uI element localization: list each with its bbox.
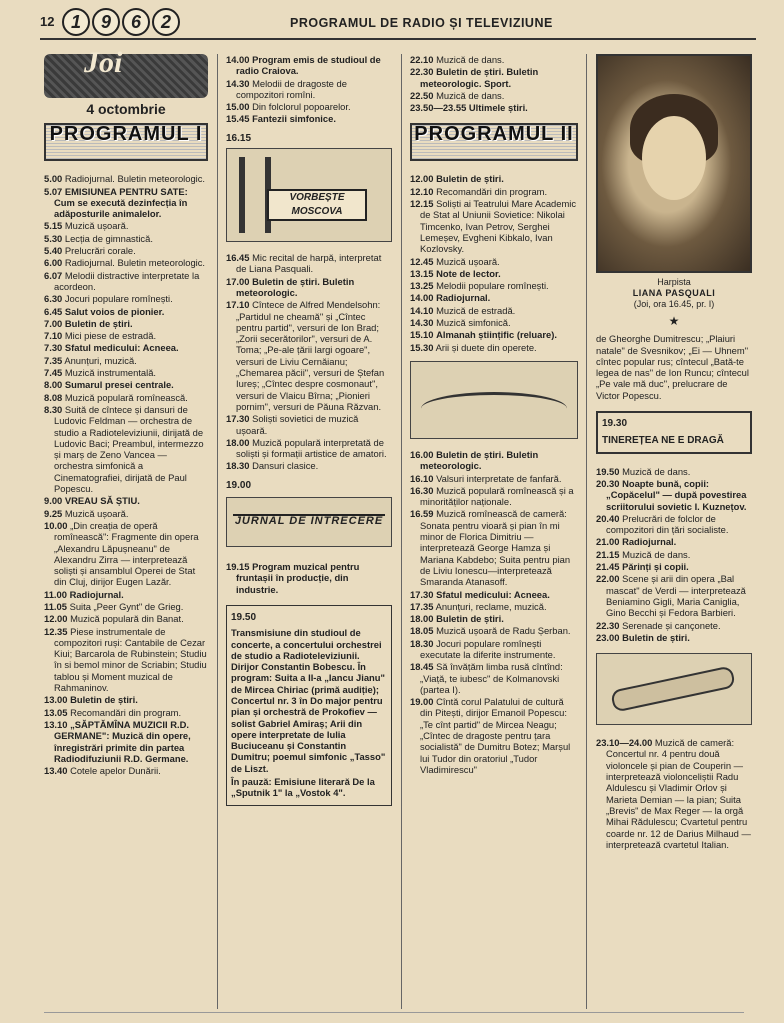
item-time: 12.00 [410,173,434,185]
caption-time: (Joi, ora 16.45, pr. I) [633,299,715,309]
item-text: Program emis de studioul de radio Craiova. [236,54,381,77]
schedule-item [410,613,578,624]
schedule-item [596,561,752,572]
schedule-item [44,508,208,519]
item-text: Melodii populare romînești. [436,280,549,292]
item-text: Buletin de știri. [64,317,133,329]
music-illustration [596,653,752,725]
schedule-item [410,449,578,472]
item-text: Muzică de dans. [436,89,505,101]
item-time: 10.00 [44,519,68,531]
item-time: 11.00 [44,588,67,600]
item-time: 8.08 [44,391,63,403]
concert-time: 19.50 [231,611,257,623]
item-time: 17.30 [226,413,250,425]
schedule-item [44,342,208,353]
program-banner [44,123,208,161]
item-text: Anunțuri, reclame, muzică. [435,600,547,612]
item-text: Piese instrumentale de compozitori ruși: Cantabile de Cezar Kiui; Barcarola de Rubinstein; Studiu în si bemol minor de Scriabin; Studiu tablou și Moment muzical de Rahmaninov. [54,625,207,694]
schedule-list [410,54,578,113]
item-time: 6.07 [44,269,63,281]
tineretea-title: TINEREȚEA NE E DRAGĂ [602,435,724,447]
schedule-item [596,478,752,512]
item-text: Dansuri clasice. [252,460,319,472]
moscow-time: 16.15 [226,132,252,144]
item-time: 14.00 [226,54,250,65]
page-number: 12 [40,14,55,29]
item-text: Prelucrări corale. [64,245,136,257]
column-divider [401,54,402,1009]
item-time: 22.30 [410,66,434,78]
item-text: Muzică populară din Banat. [70,613,184,625]
item-text: Mici piese de estradă. [64,330,157,342]
item-text: Muzică ușoară. [436,255,500,267]
schedule-item [226,54,392,77]
item-time: 6.30 [44,293,63,305]
item-text: Noapte bună, copii: „Copăcelul" — după povestirea scriitorului sovietic I. Kuznețov. [606,477,747,512]
moscow-label: VORBEȘTE MOSCOVA [267,189,367,221]
schedule-item [44,601,208,612]
item-time: 17.10 [226,299,250,311]
item-time: 16.00 [410,448,434,460]
column-1 [44,46,208,777]
schedule-item [410,173,578,184]
schedule-item [44,233,208,244]
item-text: Jocuri populare romînești executate la diferite instrumente. [420,637,556,660]
item-time: 12.45 [410,255,434,267]
item-time: 9.00 [44,495,63,507]
item-time: 16.10 [410,472,434,484]
item-time: 12.15 [410,198,434,210]
schedule-item [410,102,578,113]
schedule-list [226,561,392,595]
item-time: 22.10 [410,54,434,65]
item-text: Suită de cîntece și dansuri de Ludovic Feldman — orchestra de studio a Radioteleviziunii, dirijată de Ludovic Baci; Preambul, intermezzo și marș de Zeno Vancea — orchestra simfonică a Cinematografiei, dirijată de Paul Popescu. [54,403,204,495]
schedule-item [44,318,208,329]
item-time: 20.40 [596,512,620,524]
schedule-item [44,173,208,184]
schedule-item [410,198,578,254]
item-time: 19.00 [410,696,434,708]
item-time: 7.30 [44,342,63,354]
item-text: Muzică instrumentală. [64,367,157,379]
program-banner [410,123,578,161]
schedule-item [410,66,578,89]
item-text: Radiojurnal. Buletin meteorologic. [64,257,206,269]
item-time: 8.00 [44,379,63,391]
schedule-list [410,173,578,352]
item-time: 16.59 [410,508,434,520]
item-time: 13.25 [410,280,434,292]
item-time: 20.30 [596,477,620,489]
item-text: Muzică de cameră: Concertul nr. 4 pentru două violoncele și pian de Couperin — interpretează violonceliștii Radu Aldulescu și Vladimir Orlov și Marieta Demian — la pian; Suita „Brevis" de Max Reger — la orgă Mihai Rădulescu; Cvartetul pentru coarde nr. 12 de Darius Milhaud — interpretează cvartetul Italian. [606,737,751,850]
item-text: VREAU SĂ ȘTIU. [64,495,140,507]
item-text: Muzică de estradă. [436,304,516,316]
item-text: Muzică de dans. [622,465,691,477]
item-text: Muzică de dans. [436,54,505,65]
item-time: 6.00 [44,257,63,269]
schedule-list [596,466,752,643]
schedule-item [44,404,208,494]
item-time: 14.10 [410,304,434,316]
item-text: Buletin de știri. Buletin meteorologic. Sport. [420,66,539,89]
schedule-item [410,317,578,328]
schedule-item [226,252,392,275]
jurnal-time: 19.00 [226,479,252,491]
jurnal-label: JURNAL DE ÎNTRECERE [234,515,384,528]
schedule-item [44,626,208,694]
item-text: Buletin de știri. [436,173,504,185]
item-time: 7.45 [44,367,63,379]
item-time: 21.15 [596,548,620,560]
item-time: 17.00 [226,275,250,287]
item-text: Radiojurnal. [622,536,677,548]
item-text: Sumarul presei centrale. [64,379,174,391]
item-time: 21.45 [596,561,620,573]
schedule-item [226,460,392,471]
item-time: 5.07 [44,185,63,197]
concert-pause: În pauză: Emisiune literară De la „Sputnik 1" la „Vostok 4". [231,776,375,799]
page-title: PROGRAMUL DE RADIO ȘI TELEVIZIUNE [290,16,553,30]
item-text: Muzică romînească de cameră: Sonata pentru vioară și pian în mi minor de Florica Dimitriu — interpretează George Hamza și Mariana Kabdebo; Suita pentru pian de Liviu Ionescu—interpretează Smaranda Atanasoff. [420,508,571,588]
schedule-item [410,268,578,279]
item-text: Muzică ușoară. [64,507,129,519]
item-time: 6.45 [44,305,63,317]
schedule-item [44,495,208,506]
item-text: Sfatul medicului: Acneea. [64,342,179,354]
page-header [40,8,756,40]
item-time: 16.45 [226,252,250,264]
item-time: 13.40 [44,765,68,777]
item-text: Muzică ușoară. [64,220,129,232]
schedule-item [44,719,208,764]
item-time: 18.00 [410,613,434,625]
item-text: Recomandări din program. [436,185,548,197]
item-text: Buletin de știri. [622,631,690,643]
item-time: 15.45 [226,113,250,125]
schedule-item [44,270,208,293]
item-time: 9.25 [44,507,63,519]
item-time: 11.05 [44,600,67,612]
column-divider [217,54,218,1009]
caption-name: LIANA PASQUALI [632,288,716,298]
schedule-item [410,601,578,612]
jurnal-illustration [226,497,392,547]
item-time: 23.50—23.55 [410,102,467,114]
item-text: Radiojurnal. Buletin meteorologic. [64,173,206,185]
schedule-item [410,305,578,316]
item-text: Anunțuri, muzică. [64,354,137,366]
schedule-item [410,625,578,636]
item-text: Note de lector. [436,267,501,279]
item-text: Radiojurnal. [69,588,124,600]
schedule-item [410,90,578,101]
tineretea-time: 19.30 [602,418,628,430]
schedule-item [44,245,208,256]
schedule-list [226,252,392,472]
schedule-item [44,355,208,366]
item-text: Serenade și cançonete. [622,619,721,631]
schedule-item [596,737,752,850]
item-time: 14.30 [226,77,250,89]
item-time: 5.15 [44,220,63,232]
item-text: Suita „Peer Gynt" de Grieg. [69,600,184,612]
item-text: Salut voios de pionier. [64,305,165,317]
program-title: PROGRAMUL II [414,123,574,146]
schedule-item [596,549,752,560]
item-time: 13.15 [410,267,434,279]
item-text: Buletin de știri. [70,694,138,706]
year-digit: 9 [92,8,120,36]
tineretea-box [596,411,752,454]
item-text: Din folclorul popoarelor. [252,101,351,113]
schedule-item [44,367,208,378]
continued-text: de Gheorghe Dumitrescu; „Plaiuri natale" de Svesnikov; „Ei — Uhnem" cîntec popular rus; cîntecul „Bată-te legea de nas" de Ion Runcu; cîntecul „Pe vale mă duc", prelucrare de Victor Popescu. [596,333,749,401]
item-time: 14.30 [410,317,434,329]
item-time: 8.30 [44,403,63,415]
schedule-item [44,257,208,268]
schedule-item [410,186,578,197]
item-text: Sfatul medicului: Acneea. [436,588,550,600]
item-time: 13.05 [44,706,68,718]
item-time: 17.30 [410,588,434,600]
item-text: „Din creația de operă romînească": Fragmente din opera „Alexandru Lăpușneanu" de Alexandru Zirra — interpretează soliști și ansamblul Operei de Stat din Cluj, dirijor Eugen Lazăr. [54,519,199,588]
item-text: Buletin de știri. [436,613,504,625]
schedule-item [44,392,208,403]
item-text: „SĂPTĂMÎNA MUZICII R.D. GERMANE": Muzică din opere, înregistrări primite din partea Radiodifuziunii R.D. Germane. [54,718,191,764]
conductor-illustration [410,361,578,439]
item-text: Jocuri populare romînești. [64,293,173,305]
item-time: 15.30 [410,341,434,353]
item-text: Cotele apelor Dunării. [70,765,161,777]
schedule-item [226,437,392,460]
schedule-item [44,293,208,304]
item-text: Prelucrări de folclor de compozitori din țări socialiste. [606,512,729,536]
schedule-item [44,220,208,231]
caption-role: Harpista [657,277,691,287]
orchestra-icon [421,392,567,425]
schedule-item [226,276,392,299]
item-text: EMISIUNEA PENTRU SATE: Cum se execută dezinfecția în adăposturile animalelor. [54,185,188,220]
item-time: 12.00 [44,613,68,625]
item-text: Muzică ușoară de Radu Șerban. [436,625,571,637]
item-text: Muzică populară interpretată de soliști și formații artistice de amatori. [236,436,387,460]
photo-caption [596,277,752,310]
item-time: 12.35 [44,625,68,637]
schedule-item [44,765,208,776]
schedule-item [410,256,578,267]
item-time: 22.50 [410,89,434,101]
schedule-item [410,661,578,695]
harpist-photo [596,54,752,273]
item-text: Muzică populară romînească și a minorităților naționale. [420,484,574,508]
item-text: Cîntece de Alfred Mendelsohn: „Partidul ne cheamă" și „Cîntec pentru partid", versuri de Ion Brad; „Zorii secerătorilor", versuri de A. Toma; „Pe-ale țării largi ogoare", versuri de Liviu Cernăianu; „Chemarea păcii", versuri de Ștefan Iureș; „Cîntec despre cosmonaut", versuri de Vlaicu Bîrna; „Pionieri pornim", versuri de Păuna Răzvan. [236,299,385,412]
item-time: 13.10 [44,718,68,730]
schedule-item [410,508,578,587]
schedule-item [596,632,752,643]
schedule-item [44,613,208,624]
column-2 [226,54,392,806]
item-time: 23.10—24.00 [596,737,653,749]
footer-rule [44,1012,744,1013]
item-text: Fantezii simfonice. [252,113,336,125]
item-time: 7.35 [44,354,63,366]
item-text: Scene și arii din opera „Bal mascat" de Verdi — interpretează Beniamino Gigli, Maria Caniglia, Gino Becchi și Fedora Barbieri. [606,573,746,619]
item-text: Muzică populară romînească. [64,391,188,403]
item-text: Buletin de știri. Buletin meteorologic. [420,448,539,472]
item-text: Mic recital de harpă, interpretat de Liana Pasquali. [236,252,382,275]
year-digit: 2 [152,8,180,36]
moscow-illustration [226,148,392,242]
program-title: PROGRAMUL I [49,123,203,146]
item-text: Muzică de dans. [622,548,691,560]
year-digit: 6 [122,8,150,36]
item-time: 18.30 [410,637,434,649]
schedule-item [226,413,392,436]
schedule-item [44,520,208,588]
schedule-item [44,707,208,718]
column-3 [410,54,578,776]
schedule-list [44,173,208,776]
item-text: Arii și duete din operete. [435,341,537,353]
schedule-item [226,561,392,595]
item-text: Melodii distractive interpretate la acordeon. [54,269,200,292]
item-time: 5.30 [44,232,63,244]
schedule-item [44,330,208,341]
schedule-item [596,536,752,547]
schedule-item [410,280,578,291]
schedule-list [226,54,392,125]
item-time: 19.50 [596,465,620,477]
schedule-item [410,342,578,353]
schedule-item [226,78,392,101]
item-time: 18.00 [226,436,250,448]
item-text: Valsuri interpretate de fanfară. [436,472,562,484]
day-title: Joi [84,46,123,79]
item-text: Părinți și copii. [622,561,689,573]
item-time: 18.45 [410,661,434,673]
schedule-item [410,54,578,65]
day-banner [44,46,208,98]
schedule-item [226,113,392,124]
schedule-item [596,466,752,477]
item-time: 18.30 [226,460,250,472]
schedule-item [44,306,208,317]
item-time: 5.00 [44,173,63,185]
item-time: 7.10 [44,330,63,342]
schedule-item [596,513,752,536]
concert-text: Transmisiune din studioul de concerte, a concertului orchestrei de studio a Radioteleviziunii. Dirijor Constantin Bobescu. În program: Suita a II-a „Iancu Jianu" de Mircea Chiriac (primă audiție); Concertul nr. 3 în Do major pentru pian și orchestră de Prokofiev — solist Gabriel Amiraș; Arii din opere interpretate de Iulia Buciuceanu și Constantin Dumitru; poemul simfonic „Tasso" de Liszt. [231,627,386,774]
item-time: 15.10 [410,329,434,341]
column-divider [586,54,587,1009]
item-time: 21.00 [596,536,620,548]
schedule-item [410,485,578,508]
star-icon: ★ [668,314,680,328]
item-text: Program muzical pentru fruntașii în producție, din industrie. [236,561,360,595]
item-text: Recomandări din program. [70,706,182,718]
item-time: 13.00 [44,694,68,706]
instrument-icon [610,665,736,712]
schedule-item [410,638,578,661]
schedule-item [44,186,208,220]
item-time: 18.05 [410,625,434,637]
schedule-item [44,694,208,705]
item-time: 15.00 [226,101,250,113]
item-time: 5.40 [44,245,63,257]
schedule-list [596,737,752,850]
item-text: Lecția de gimnastică. [64,232,153,244]
item-time: 19.15 [226,561,250,573]
schedule-item [596,573,752,618]
schedule-item [226,299,392,412]
item-time: 23.00 [596,631,620,643]
schedule-item [44,379,208,390]
schedule-item [410,473,578,484]
schedule-item [226,101,392,112]
schedule-list [410,449,578,775]
item-text: Soliști ai Teatrului Mare Academic de Stat al Uniunii Sovietice: Nikolai Timcenko, Ivan Petrov, Serghei Lemeșev, Evgheni Kibkalo, Ivan Kozlovsky. [420,198,577,255]
item-time: 22.30 [596,619,620,631]
year-badge [62,8,180,36]
item-text: Cîntă corul Palatului de cultură din Pitești, dirijor Emanoil Popescu: „Te cînt partid" de Mircea Neagu; „Cîntec de dragoste pentru țara socialistă" de Dumitru Botez; Marșul lui Tudor din oratoriul „Tudor Vladimirescu" [420,696,571,775]
item-text: Ultimele știri. [468,102,528,114]
schedule-item [410,589,578,600]
item-time: 14.00 [410,292,434,304]
item-text: Să învățăm limba rusă cîntînd: „Viață, te iubesc" de Kolmanovski (partea I). [420,661,563,695]
item-time: 12.10 [410,185,434,197]
item-time: 17.35 [410,600,434,612]
item-text: Almanah științific (reluare). [436,329,557,341]
schedule-item [596,620,752,631]
item-text: Muzică simfonică. [436,317,511,329]
year-digit: 1 [62,8,90,36]
item-text: Radiojurnal. [436,292,491,304]
date-heading: 4 octombrie [86,101,166,117]
column-4 [596,54,752,851]
item-text: Buletin de știri. Buletin meteorologic. [236,275,355,298]
schedule-item [44,589,208,600]
schedule-item [410,292,578,303]
item-time: 7.00 [44,317,63,329]
concert-box [226,605,392,806]
item-text: Soliști sovietici de muzică ușoară. [236,413,359,436]
schedule-item [410,329,578,340]
schedule-item [410,696,578,775]
item-text: Melodii de dragoste de compozitori romîni. [236,77,347,100]
item-time: 16.30 [410,484,434,496]
item-time: 22.00 [596,573,620,585]
